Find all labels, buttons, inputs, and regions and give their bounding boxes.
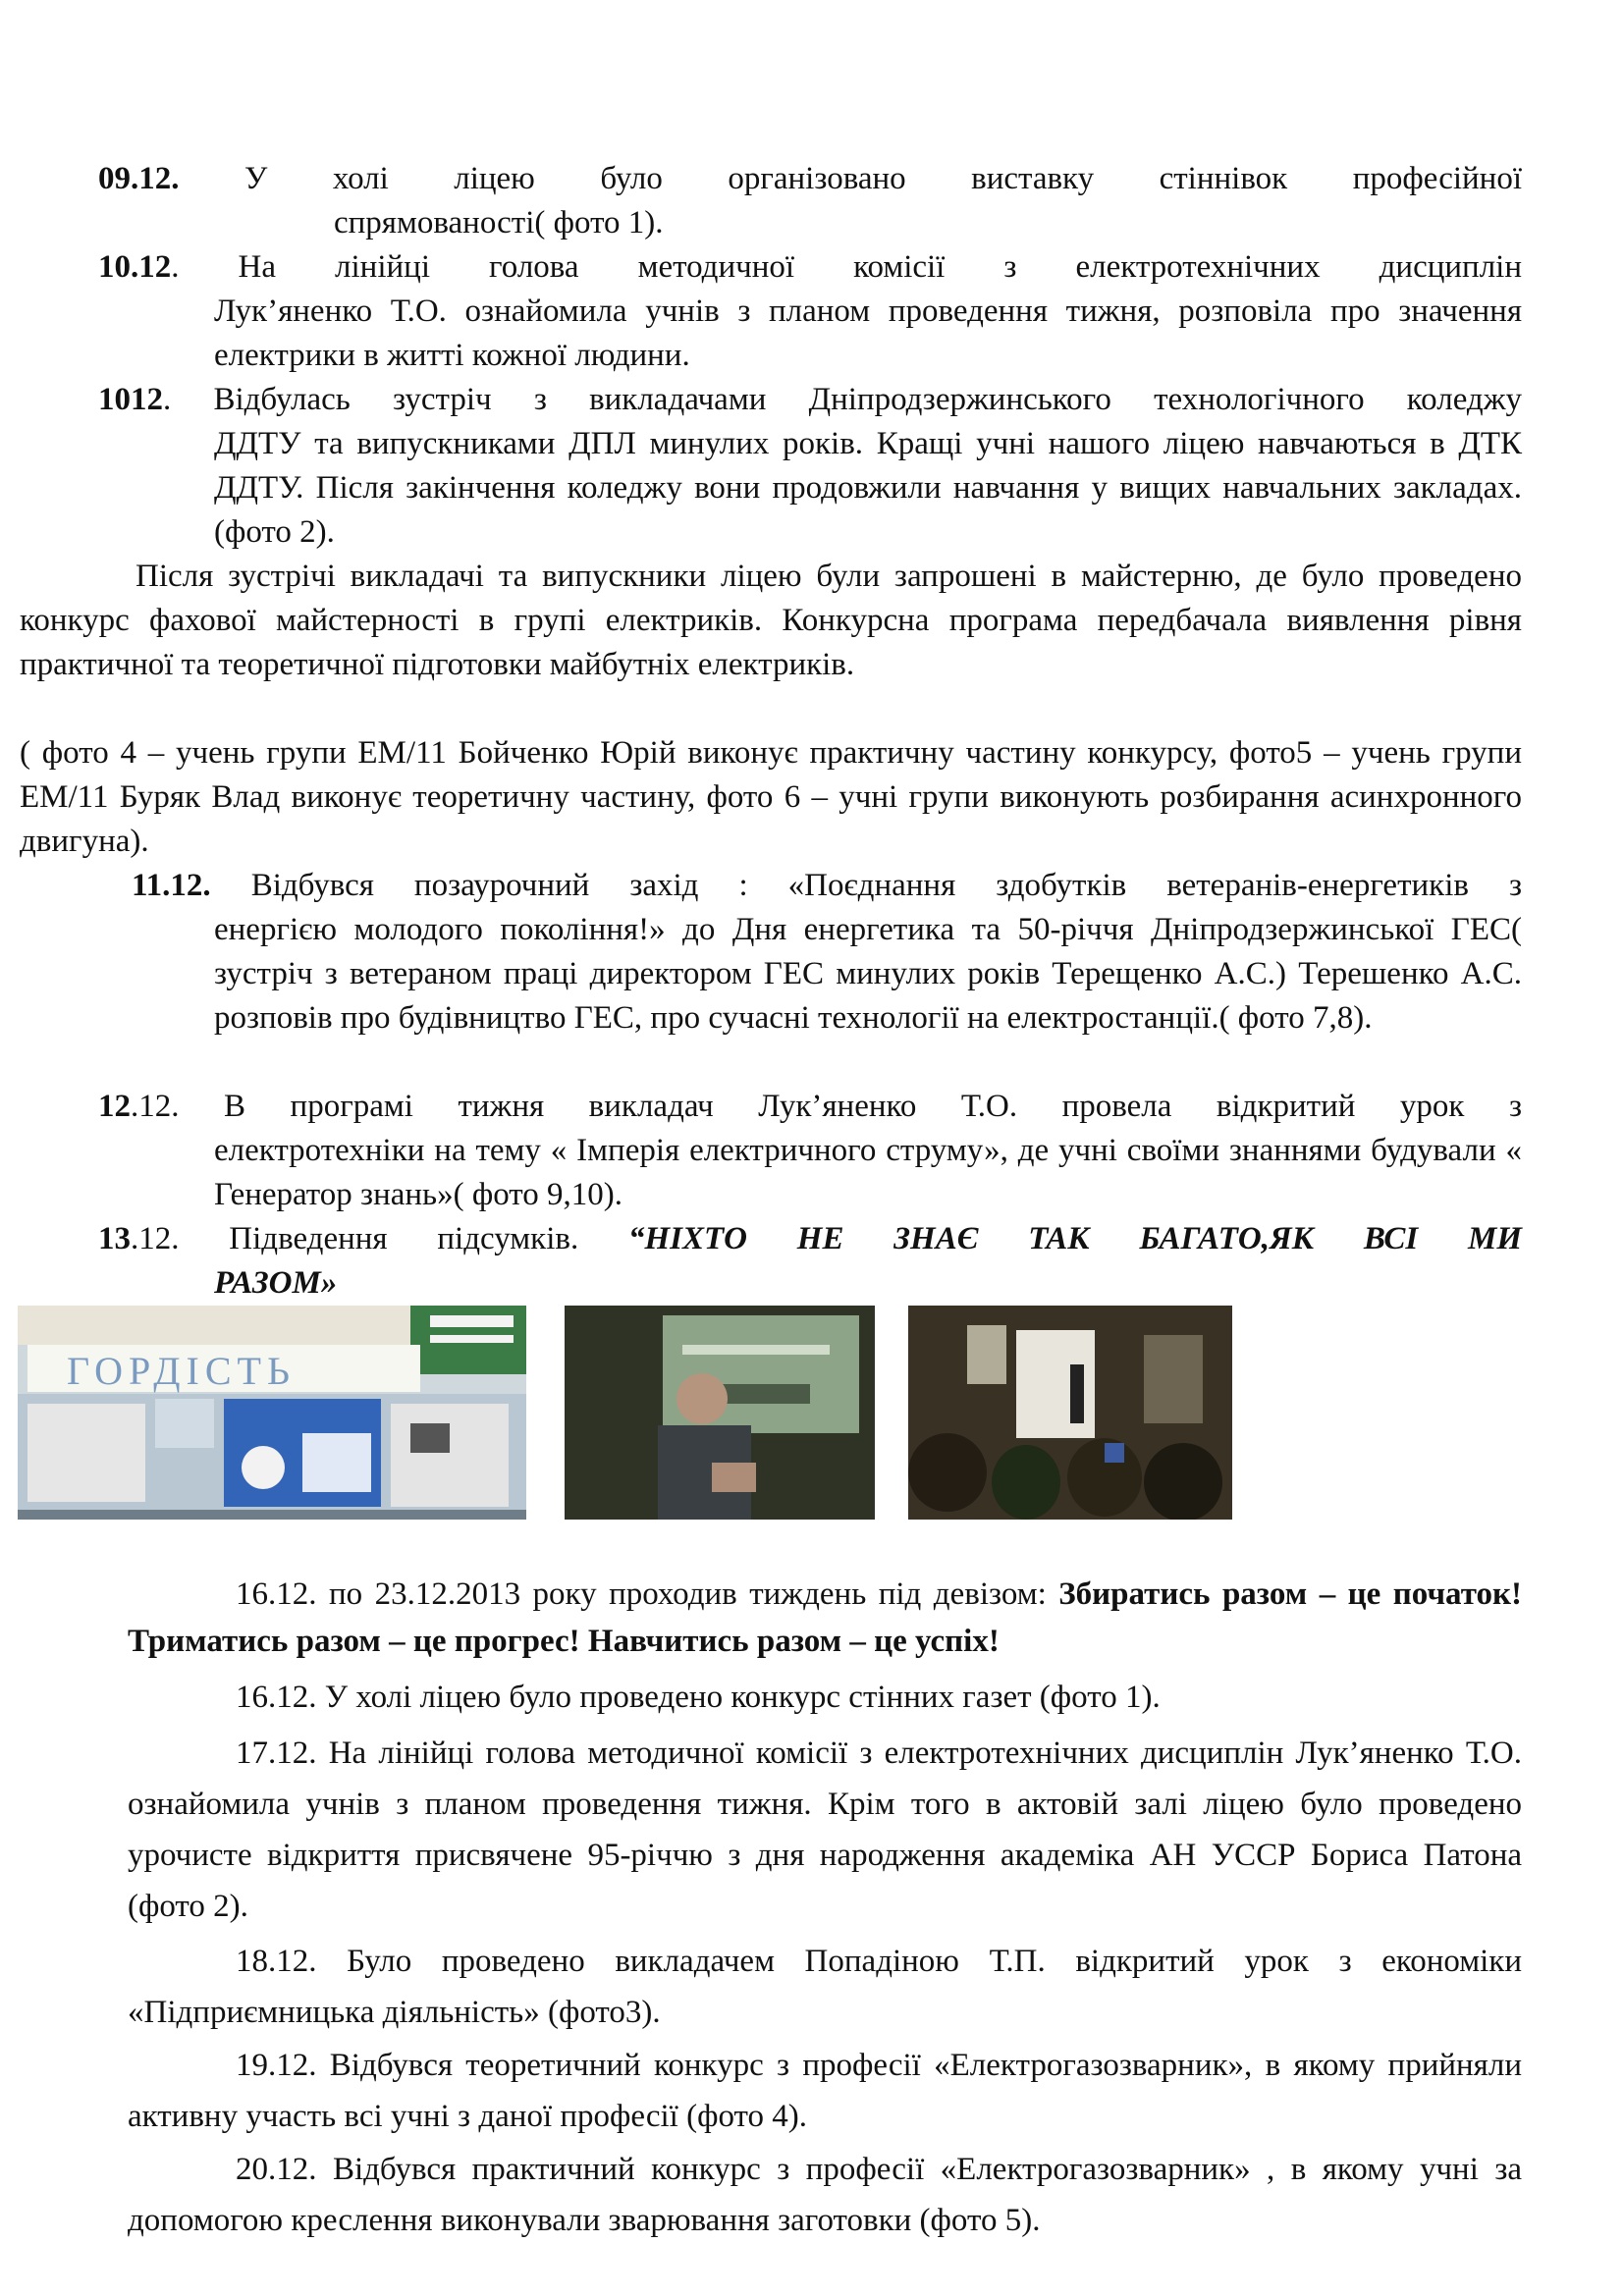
entry-1012b [98, 378, 1522, 422]
slogan-text: “НІХТО НЕ ЗНАЄ ТАК БАГАТО,ЯК ВСІ МИ [628, 1221, 1523, 1256]
classroom-illustration [908, 1306, 1232, 1520]
entry-0912-cont [334, 201, 1522, 245]
paragraph-photo-captions [20, 731, 1522, 864]
entry-text: 19.12. Відбувся теоретичний конкурс з професії «Електрогазозварник», в якому прийняли активну участь всі учні з даної професії (фото 4). [128, 2048, 1522, 2134]
entry-date: 10.12 [98, 249, 172, 285]
entry-date: 11.12. [132, 868, 211, 903]
entry-text: спрямованості( фото 1). [334, 205, 664, 240]
entry-text: У холі ліцею було організовано виставку стіннівок професійної [243, 161, 1523, 196]
week-motto: Збиратись разом – це початок! Триматись разом – це прогрес! Навчитись разом – це успіх! [128, 1576, 1522, 1659]
entry-1712 [128, 1728, 1522, 1932]
entry-text: Підведення підсумків. [179, 1221, 628, 1256]
entry-1212 [98, 1085, 1522, 1129]
entry-text: Відбувся позаурочний захід : «Поєднання здобутків ветеранів-енергетиків з [210, 868, 1522, 903]
entry-1112-cont [214, 908, 1522, 1041]
entry-text: 17.12. На лінійці голова методичної комісії з електротехнічних дисциплін Лук’яненко Т.О. ознайомила учнів з планом проведення тижня. Крім того в актовій залі ліцею було проведено урочисте відкриття присвячене 95-річчю з дня народження академіка АН УССР Бориса Патона (фото 2). [128, 1735, 1522, 1924]
paragraph-text: ( фото 4 – учень групи ЕМ/11 Бойченко Юрій виконує практичну частину конкурсу, фото5 – учень групи ЕМ/11 Буряк Влад виконує теоретичну частину, фото 6 – учні групи виконують розбирання асинхронного двигуна). [20, 735, 1522, 859]
entry-date-suffix: .12. [131, 1221, 180, 1256]
entry-1012b-cont [214, 422, 1522, 555]
paragraph-text: Після зустрічі викладачі та випускники ліцею були запрошені в майстерню, де було проведено конкурс фахової майстерності в групі електриків. Конкурсна програма передбачала виявлення рівня практичної та теоретичної підготовки майбутніх електриків. [20, 559, 1522, 682]
entry-1912 [128, 2040, 1522, 2142]
meeting-illustration [565, 1306, 875, 1520]
entry-1312-cont [214, 1261, 1522, 1306]
entry-1112 [132, 864, 1522, 908]
photo-meeting [565, 1306, 875, 1520]
entry-text: електротехніки на тему « Імперія електричного струму», де учні своїми знаннями будували « Генератор знань»( фото 9,10). [214, 1133, 1522, 1212]
exhibition-banner-text: ГОРДІСТЬ [67, 1349, 296, 1393]
week-intro-text: 16.12. по 23.12.2013 року проходив тиждень під девізом: [236, 1576, 1059, 1612]
entry-1212-cont [214, 1129, 1522, 1217]
photo-classroom [908, 1306, 1232, 1520]
week-intro [128, 1571, 1522, 1665]
entry-1612 [128, 1674, 1522, 1721]
entry-0912 [98, 157, 1522, 201]
entry-text: 18.12. Було проведено викладачем Попадіною Т.П. відкритий урок з економіки «Підприємницька діяльність» (фото3). [128, 1944, 1522, 2030]
paragraph-contest [20, 555, 1522, 687]
entry-text: . На лінійці голова методичної комісії з електротехнічних дисциплін [171, 249, 1522, 285]
entry-date: 12 [98, 1089, 131, 1124]
entry-1812 [128, 1936, 1522, 2038]
entry-1312 [98, 1217, 1522, 1261]
entry-text: ДДТУ та випускниками ДПЛ минулих років. Кращі учні нашого ліцею навчаються в ДТК ДДТУ. Після закінчення коледжу вони продовжили навчання у вищих навчальних закладах. (фото 2). [214, 426, 1522, 550]
entry-date: 09.12. [98, 161, 180, 196]
entry-2012 [128, 2144, 1522, 2246]
entry-1012a [98, 245, 1522, 290]
entry-date: 1012 [98, 382, 163, 417]
entry-text: 20.12. Відбувся практичний конкурс з професії «Електрогазозварник» , в якому учні за допомогою креслення виконували зварювання заготовки (фото 5). [128, 2152, 1522, 2238]
slogan-text: РАЗОМ» [214, 1265, 338, 1301]
entry-text: Лук’яненко Т.О. ознайомила учнів з планом проведення тижня, розповіла про значення електрики в житті кожної людини. [214, 294, 1522, 373]
exhibition-illustration [18, 1306, 526, 1520]
photo-exhibition [18, 1306, 526, 1520]
entry-text: . Відбулась зустріч з викладачами Дніпродзержинського технологічного коледжу [163, 382, 1522, 417]
entry-text: В програмі тижня викладач Лук’яненко Т.О. провела відкритий урок з [179, 1089, 1522, 1124]
entry-text: енергією молодого покоління!» до Дня енергетика та 50-річчя Дніпродзержинської ГЕС( зустріч з ветераном праці директором ГЕС минулих років Терещенко А.С.) Терешенко А.С. розповів про будівництво ГЕС, про сучасні технології на електростанції.( фото 7,8). [214, 912, 1522, 1036]
entry-1012a-cont [214, 290, 1522, 378]
entry-text: 16.12. У холі ліцею було проведено конкурс стінних газет (фото 1). [236, 1680, 1161, 1715]
entry-date-suffix: .12. [131, 1089, 180, 1124]
entry-date: 13 [98, 1221, 131, 1256]
